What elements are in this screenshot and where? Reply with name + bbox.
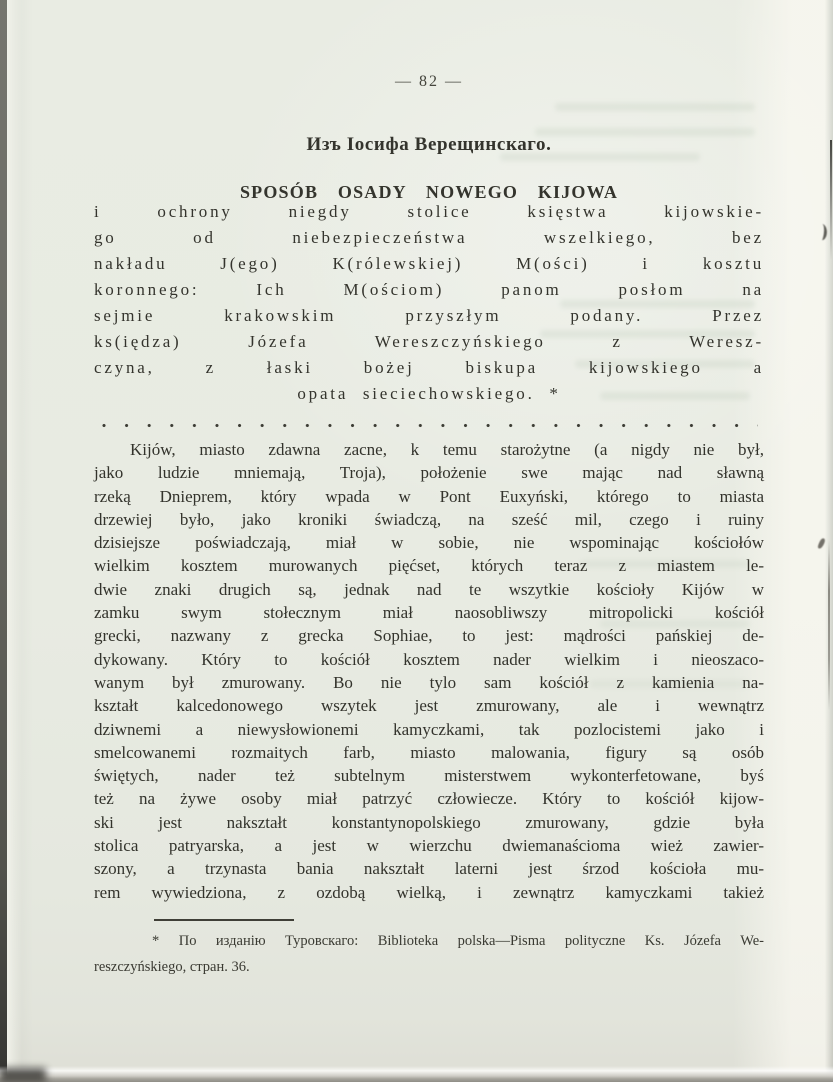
text-column <box>94 0 764 980</box>
cyrillic-source-heading: Изъ Іосифа Верещинскаго. <box>306 134 552 155</box>
body-line: szony, a trzynasta bania nakształt laterni jest śrzod kościoła mu- <box>94 859 764 879</box>
footnote-rule <box>154 919 294 921</box>
body-line: dwie znaki drugich są, jednak nad te wszytkie kościoły Kijów w <box>94 579 764 599</box>
subtitle-line: go od niebezpieczeństwa wszelkiego, bez <box>94 228 764 247</box>
bottom-page-edge-shadow <box>0 1066 833 1082</box>
footnote-line: reszczyńskiego, стран. 36. <box>94 958 250 975</box>
body-line: dykowany. Który to kościół kosztem nader wielkim i nieoszaco- <box>94 649 764 669</box>
body-line: też na żywe osoby miał patrzyć człowiecze. Który to kościół kijow- <box>94 789 764 809</box>
dotted-separator <box>102 423 758 428</box>
right-margin-ink-speck <box>817 537 825 549</box>
right-page-edge-line <box>830 140 832 260</box>
body-line: rem wywiedziona, z ozdobą wielką, i zewnątrz kamyczkami takież <box>94 882 764 902</box>
subtitle-line: opata sieciechowskiego. * <box>297 384 561 403</box>
body-line: smelcowanemi rozmaitych farb, miasto malowania, figury są osób <box>94 742 764 762</box>
footnote-line: * По изданію Туровскаго: Biblioteka polska—Pisma polityczne Ks. Józefa We- <box>152 932 764 949</box>
right-page-edge-crease <box>828 540 830 710</box>
body-line: rzeką Dnieprem, który wpada w Pont Euxyński, którego to miasta <box>94 486 764 506</box>
subtitle-line: koronnego: Ich M(ościom) panom posłom na <box>94 280 764 299</box>
article-title: SPOSÓB OSADY NOWEGO KIJOWA <box>239 182 619 202</box>
subtitle-block <box>94 199 764 407</box>
body-paragraph <box>94 438 764 904</box>
footnote <box>94 928 764 980</box>
subtitle-line: sejmie krakowskim przyszłym podany. Przez <box>94 306 764 325</box>
subtitle-line: ks(iędza) Józefa Wereszczyńskiego z Weresz- <box>94 332 764 351</box>
left-page-edge-paper <box>7 0 22 1082</box>
subtitle-line: i ochrony niegdy stolice księstwa kijowskie- <box>94 202 764 221</box>
body-line: drzewiej było, jako kroniki świadczą, na sześć mil, czego i ruiny <box>94 509 764 529</box>
body-line: wanym był zmurowany. Bo nie tylo sam kościół z kamienia na- <box>94 672 764 692</box>
bottom-left-corner-shadow <box>0 1068 46 1082</box>
body-line: zamku swym stołecznym miał naosobliwszy mitropolicki kościół <box>94 603 764 623</box>
body-line: stolica patryarska, a jest w wierzchu dwiemanaścioma wież zawier- <box>94 836 764 856</box>
body-line: dzisiejsze poświadczają, miał w sobie, nie wspominając kościołów <box>94 533 764 553</box>
page-number: — 82 — <box>395 73 463 90</box>
left-page-edge-shadow <box>0 0 7 1082</box>
body-line: ski jest nakształt konstantynopolskiego zmurowany, gdzie była <box>94 812 764 832</box>
body-line: świętych, nader też subtelnym misterstwem wykonterfetowane, byś <box>94 766 764 786</box>
subtitle-line: nakładu J(ego) K(rólewskiej) M(ości) i kosztu <box>94 254 764 273</box>
right-margin-ink-mark <box>816 223 828 240</box>
body-line: wielkim kosztem murowanych pięćset, których teraz z miastem le- <box>94 556 764 576</box>
body-line: dziwnemi a niewysłowionemi kamyczkami, tak pozlocistemi jako i <box>94 719 764 739</box>
body-line: jako ludzie mniemają, Troja), położenie swe mając nad sławną <box>94 463 764 483</box>
body-line: kształt kalcedonowego wszytek jest zmurowany, ale i wewnątrz <box>94 696 764 716</box>
body-line: Kijów, miasto zdawna zacne, k temu starożytne (a nigdy nie był, <box>130 440 764 459</box>
body-line: grecki, nazwany z grecka Sophiae, to jest: mądrości pańskiej de- <box>94 626 764 646</box>
subtitle-line: czyna, z łaski bożej biskupa kijowskiego a <box>94 358 764 377</box>
